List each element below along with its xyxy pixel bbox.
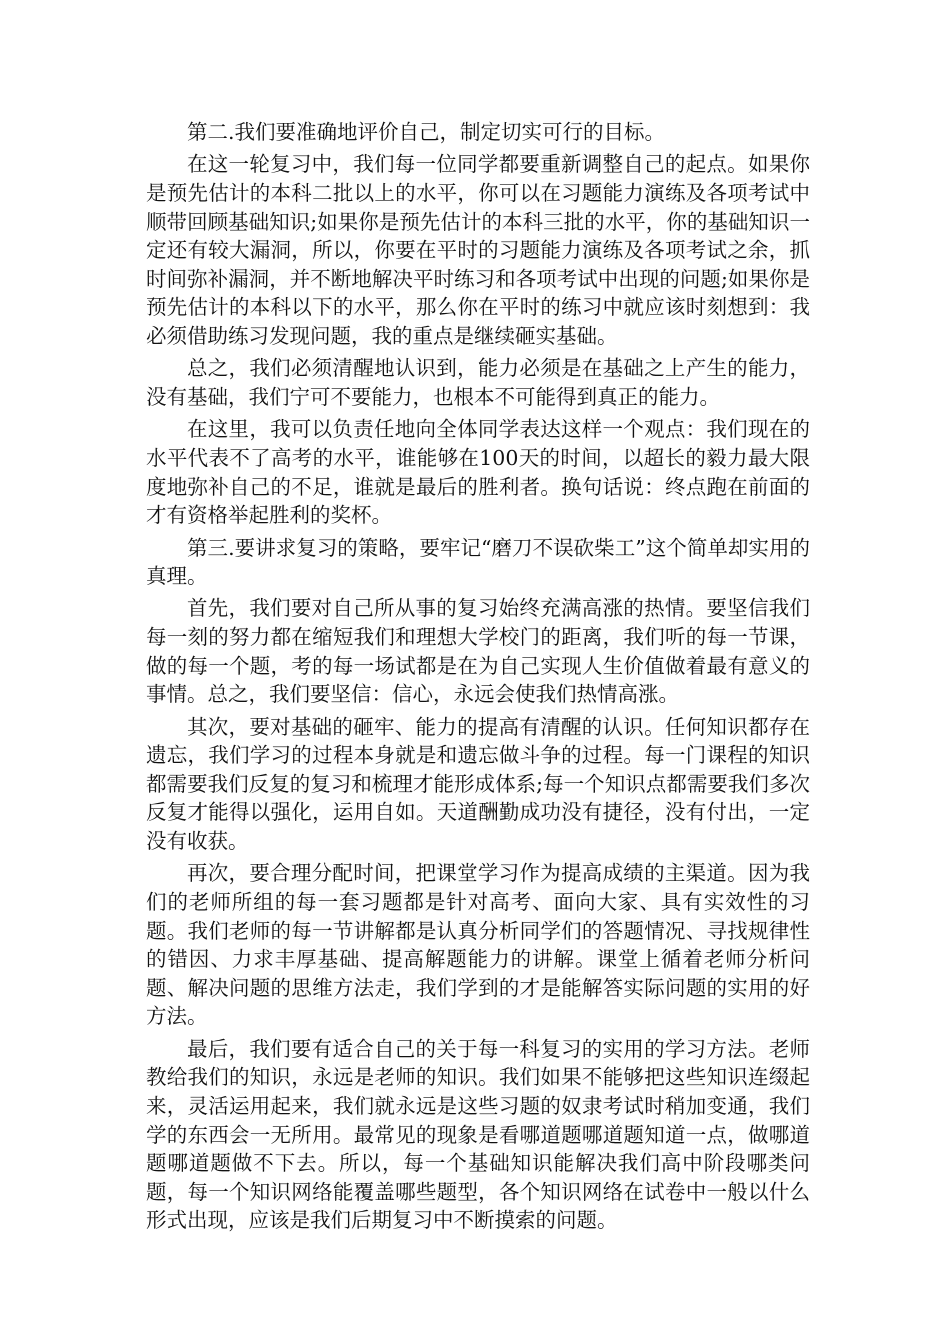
paragraph-ability-on-foundation: 总之，我们必须清醒地认识到，能力必须是在基础之上产生的能力，没有基础，我们宁可不要能力，也根本不可能得到真正的能力。 [146,356,810,409]
paragraph-responsibility-statement: 在这里，我可以负责任地向全体同学表达这样一个观点：我们现在的水平代表不了高考的水平，谁能够在100天的时间，以超长的毅力最大限度地弥补自己的不足，谁就是最后的胜利者。换句话说：终点跑在前面的才有资格举起胜利的奖杯。 [146,417,810,528]
paragraph-adjust-starting-point: 在这一轮复习中，我们每一位同学都要重新调整自己的起点。如果你是预先估计的本科二批以上的水平，你可以在习题能力演练及各项考试中顺带回顾基础知识;如果你是预先估计的本科三批的水平，你的基础知识一定还有较大漏洞，所以，你要在平时的习题能力演练及各项考试之余，抓时间弥补漏洞，并不断地解决平时练习和各项考试中出现的问题;如果你是预先估计的本科以下的水平，那么你在平时的练习中就应该时刻想到：我必须借助练习发现问题，我的重点是继续砸实基础。 [146,152,810,348]
paragraph-section-two-heading: 第二.我们要准确地评价自己，制定切实可行的目标。 [187,120,666,144]
paragraph-first-enthusiasm: 首先，我们要对自己所从事的复习始终充满高涨的热情。要坚信我们每一刻的努力都在缩短我们和理想大学校门的距离，我们听的每一节课，做的每一个题，考的每一场试都是在为自己实现人生价值做着最有意义的事情。总之，我们要坚信：信心，永远会使我们热情高涨。 [146,596,810,707]
paragraph-second-foundation: 其次，要对基础的砸牢、能力的提高有清醒的认识。任何知识都存在遗忘，我们学习的过程本身就是和遗忘做斗争的过程。每一门课程的知识都需要我们反复的复习和梳理才能形成体系;每一个知识点都需要我们多次反复才能得以强化，运用自如。天道酬勤成功没有捷径，没有付出，一定没有收获。 [146,714,810,854]
document-body [146,118,810,1239]
paragraph-finally-study-method: 最后，我们要有适合自己的关于每一科复习的实用的学习方法。老师教给我们的知识，永远是老师的知识。我们如果不能够把这些知识连缀起来，灵活运用起来，我们就永远是这些习题的奴隶考试时稍加变通，我们学的东西会一无所用。最常见的现象是看哪道题哪道题知道一点，做哪道题哪道题做不下去。所以，每一个基础知识能解决我们高中阶段哪类问题，每一个知识网络能覆盖哪些题型，各个知识网络在试卷中一般以什么形式出现，应该是我们后期复习中不断摸索的问题。 [146,1036,810,1233]
paragraph-third-time-allocation: 再次，要合理分配时间，把课堂学习作为提高成绩的主渠道。因为我们的老师所组的每一套习题都是针对高考、面向大家、具有实效性的习题。我们老师的每一节讲解都是认真分析同学们的答题情况、寻找规律性的错因、力求丰厚基础、提高解题能力的讲解。课堂上循着老师分析问题、解决问题的思维方法走，我们学到的才是能解答实际问题的实用的好方法。 [146,861,810,1029]
paragraph-section-three-heading: 第三.要讲求复习的策略，要牢记“磨刀不误砍柴工”这个简单却实用的真理。 [146,535,810,589]
